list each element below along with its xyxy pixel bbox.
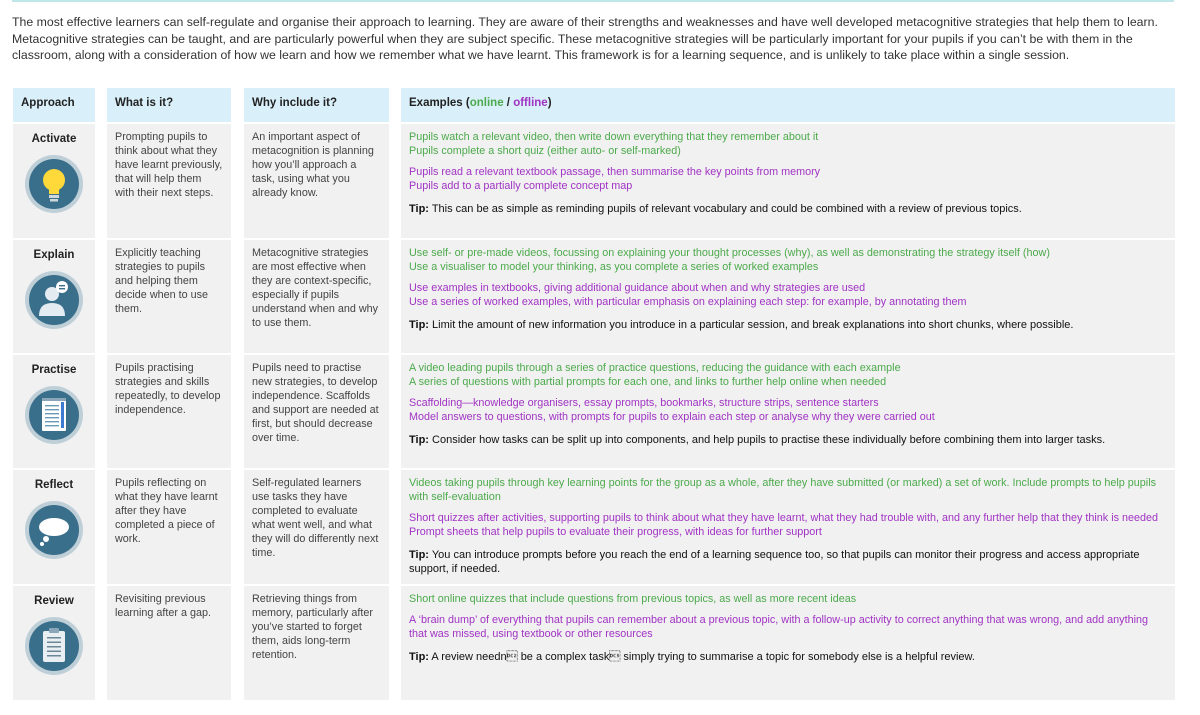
why-cell-reflect: Self-regulated learners use tasks they have completed to evaluate what went well, and what they will do differently next time. bbox=[244, 470, 389, 584]
tip-gap bbox=[409, 641, 1167, 648]
tip-label: Tip: bbox=[409, 203, 429, 215]
what-cell-activate: Prompting pupils to think about what they have learnt previously, that will help them with their next steps. bbox=[107, 124, 231, 238]
lightbulb-icon bbox=[24, 154, 84, 214]
tip-text bbox=[409, 202, 1167, 216]
key-separator: / bbox=[503, 97, 514, 109]
header-approach: Approach bbox=[13, 88, 95, 122]
header-examples bbox=[401, 88, 1175, 122]
tip-text bbox=[409, 318, 1167, 332]
what-cell-explain: Explicitly teaching strategies to pupils and helping them decide when to use them. bbox=[107, 240, 231, 353]
online-example: Pupils watch a relevant video, then write down everything that they remember about it bbox=[409, 131, 819, 143]
what-cell-practise: Pupils practising strategies and skills repeatedly, to develop independence. bbox=[107, 355, 231, 468]
offline-example: Pupils read a relevant textbook passage, then summarise the key points from memory bbox=[409, 166, 821, 178]
examples-cell-explain bbox=[401, 240, 1175, 353]
examples-cell-reflect bbox=[401, 470, 1175, 584]
tip-body: You can introduce prompts before you reach the end of a learning sequence too, so that pupils can monitor their progress and access appropriate support, if needed. bbox=[409, 549, 1140, 575]
example-gap bbox=[409, 504, 1167, 511]
tip-gap bbox=[409, 424, 1167, 431]
tip-body: Consider how tasks can be split up into components, and help pupils to practise these individually before combining them into larger tasks. bbox=[428, 434, 1106, 446]
approach-cell-explain bbox=[13, 240, 95, 353]
example-gap bbox=[409, 274, 1167, 281]
tip-label: Tip: bbox=[409, 549, 429, 561]
intro-paragraph: The most effective learners can self-regulate and organise their approach to learning. They are aware of their strengths and weaknesses and have well developed metacognitive strategies that help them to learn. Metacognitive strategies can be taught, and are particularly powerful when they are subject specific. These metacognitive strategies will be particularly important for your pupils if you can’t be with them in the classroom, along with a consideration of how we learn and how we remember what we have learnt. This framework is for a learning sequence, and is unlikely to take place within a single session. bbox=[12, 15, 1158, 62]
tip-text bbox=[409, 548, 1167, 576]
approach-cell-practise bbox=[13, 355, 95, 468]
example-gap bbox=[409, 606, 1167, 613]
online-example: Pupils complete a short quiz (either auto- or self-marked) bbox=[409, 145, 681, 157]
online-key: online bbox=[469, 97, 504, 109]
example-gap bbox=[409, 389, 1167, 396]
offline-example: A ‘brain dump’ of everything that pupils can remember about a previous topic, with a follow-up activity to correct anything that was wrong, and add anything that was missed, using textbook or other resources bbox=[409, 614, 1148, 640]
offline-example: Pupils add to a partially complete concept map bbox=[409, 180, 633, 192]
examples-cell-review bbox=[401, 586, 1175, 700]
clipboard-icon bbox=[24, 616, 84, 676]
approach-label: Review bbox=[34, 595, 74, 607]
why-cell-explain: Metacognitive strategies are most effective when they are context-specific, especially if pupils understand when and why to use them. bbox=[244, 240, 389, 353]
approach-label: Explain bbox=[33, 249, 75, 261]
examples-cell-activate bbox=[401, 124, 1175, 238]
tip-body: Limit the amount of new information you introduce in a particular session, and break explanations into short chunks, where possible. bbox=[428, 319, 1074, 331]
offline-example: Scaffolding—knowledge organisers, essay prompts, bookmarks, structure strips, sentence starters bbox=[409, 397, 879, 409]
approach-label: Practise bbox=[31, 364, 77, 376]
example-gap bbox=[409, 158, 1167, 165]
header-what: What is it? bbox=[107, 88, 231, 122]
tip-gap bbox=[409, 309, 1167, 316]
online-example: A series of questions with partial prompts for each one, and links to further help online when needed bbox=[409, 376, 887, 388]
tip-body: This can be as simple as reminding pupils of relevant vocabulary and could be combined with a review of previous topics. bbox=[428, 203, 1022, 215]
offline-example: Model answers to questions, with prompts for pupils to explain each step or analyse why they were carried out bbox=[409, 411, 935, 423]
tip-text bbox=[409, 650, 1167, 664]
examples-cell-practise bbox=[401, 355, 1175, 468]
notepad-icon bbox=[24, 385, 84, 445]
online-example: A video leading pupils through a series of practice questions, reducing the guidance with each example bbox=[409, 362, 901, 374]
tip-label: Tip: bbox=[409, 651, 429, 663]
why-cell-activate: An important aspect of metacognition is planning how you’ll approach a task, using what you already know. bbox=[244, 124, 389, 238]
tip-label: Tip: bbox=[409, 319, 429, 331]
what-cell-review: Revisiting previous learning after a gap. bbox=[107, 586, 231, 700]
offline-example: Short quizzes after activities, supporting pupils to think about what they have learnt, what they had trouble with, and any further help that they think is needed bbox=[409, 512, 1159, 524]
online-example: Videos taking pupils through key learning points for the group as a whole, after they have submitted (or marked) a set of work. Include prompts to help pupils with self-evaluation bbox=[409, 477, 1156, 503]
header-why: Why include it? bbox=[244, 88, 389, 122]
thought-bubble-icon bbox=[24, 500, 84, 560]
offline-example: Prompt sheets that help pupils to evaluate their progress, with ideas for further support bbox=[409, 526, 822, 538]
approach-cell-reflect bbox=[13, 470, 95, 584]
approach-cell-activate bbox=[13, 124, 95, 238]
tip-body: A review needn be a complex task simply trying to summarise a topic for somebody else is a helpful review. bbox=[428, 651, 975, 663]
offline-key: offline bbox=[513, 97, 548, 109]
approach-cell-review bbox=[13, 586, 95, 700]
why-cell-review: Retrieving things from memory, particularly after you’ve started to forget them, aids long-term retention. bbox=[244, 586, 389, 700]
tip-gap bbox=[409, 193, 1167, 200]
online-example: Use a visualiser to model your thinking, as you complete a series of worked examples bbox=[409, 261, 819, 273]
why-cell-practise: Pupils need to practise new strategies, to develop independence. Scaffolds and support are needed at first, but should decrease over time. bbox=[244, 355, 389, 468]
what-cell-reflect: Pupils reflecting on what they have learnt after they have completed a piece of work. bbox=[107, 470, 231, 584]
tip-gap bbox=[409, 539, 1167, 546]
tip-text bbox=[409, 433, 1167, 447]
approach-label: Reflect bbox=[34, 479, 74, 491]
top-divider bbox=[12, 0, 1174, 2]
examples-label: Examples ( bbox=[409, 97, 470, 109]
teacher-icon bbox=[24, 270, 84, 330]
approach-label: Activate bbox=[31, 133, 77, 145]
tip-label: Tip: bbox=[409, 434, 429, 446]
offline-example: Use examples in textbooks, giving additional guidance about when and why strategies are used bbox=[409, 282, 866, 294]
online-example: Use self- or pre-made videos, focussing on explaining your thought processes (why), as well as demonstrating the strategy itself (how) bbox=[409, 247, 1050, 259]
examples-label-end: ) bbox=[547, 97, 552, 109]
online-example: Short online quizzes that include questions from previous topics, as well as more recent ideas bbox=[409, 593, 857, 605]
offline-example: Use a series of worked examples, with particular emphasis on explaining each step: for example, by annotating them bbox=[409, 296, 967, 308]
